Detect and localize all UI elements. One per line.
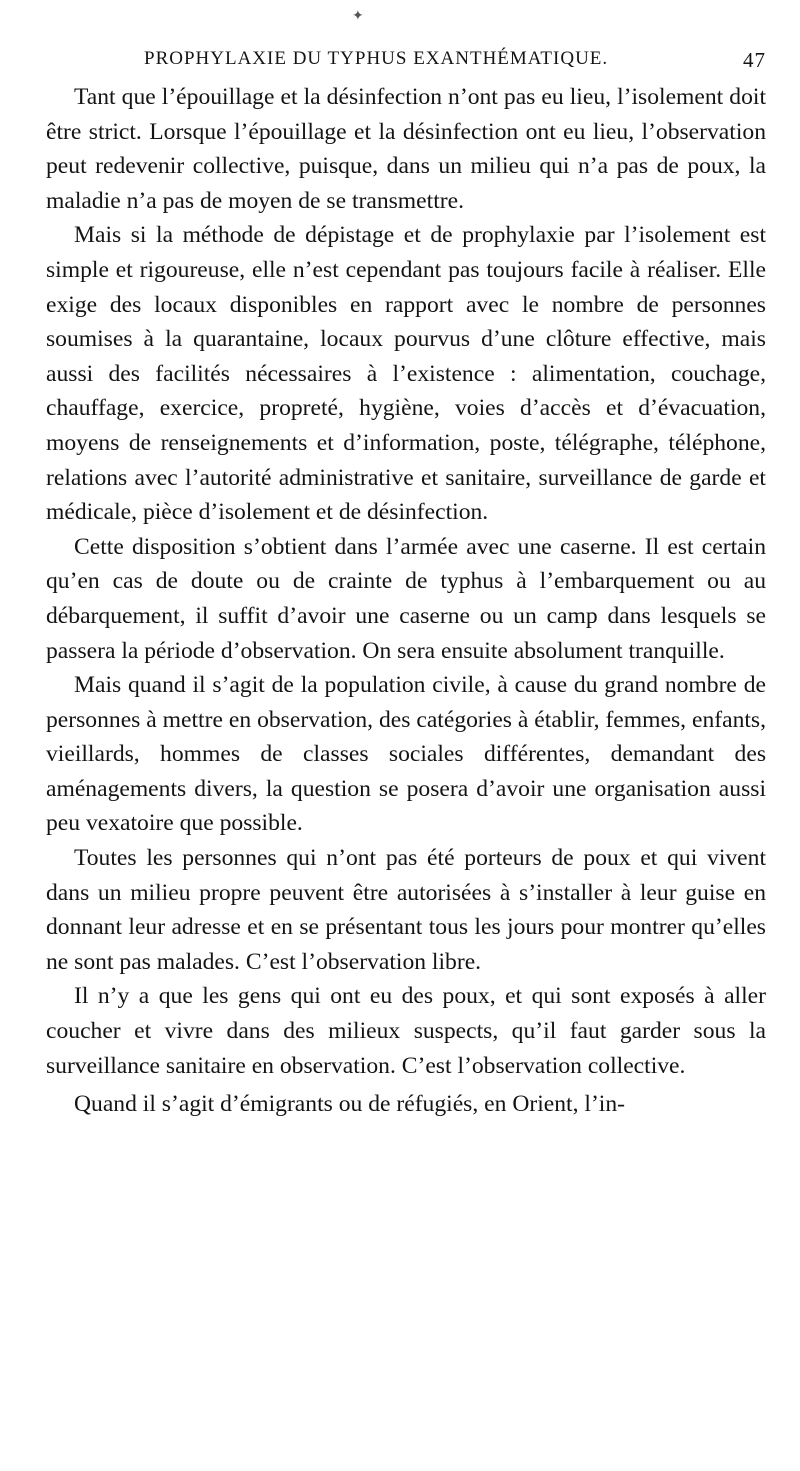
page-number: 47 [743, 48, 766, 72]
paragraph-4: Mais quand il s’agit de la population civile, à cause du grand nombre de personnes à mettre en observation, des catégories à établir, femmes, enfants, vieillards, hommes de classes sociales différentes, demandant des aménagements divers, la question se posera d’avoir une organisation aussi peu vexatoire que possible. [46, 672, 766, 837]
paragraph-1: Tant que l’épouillage et la désinfection n’ont pas eu lieu, l’isolement doit être strict. Lorsque l’épouillage et la désinfection ont eu lieu, l’observation peut redevenir collective, puisque, dans un milieu qui n’a pas de poux, la maladie n’a pas de moyen de se transmettre. [46, 84, 766, 214]
printer-mark: ✦ [352, 9, 364, 24]
running-head [46, 48, 766, 80]
body-text [46, 80, 766, 1122]
paragraph-6: Il n’y a que les gens qui ont eu des poux, et qui sont exposés à aller coucher et vivre dans des milieux suspects, qu’il faut garder sous la surveillance sanitaire en observation. C’est l’observation collective. [46, 983, 766, 1079]
running-title: PROPHYLAXIE DU TYPHUS EXANTHÉMATIQUE. [144, 48, 609, 69]
paragraph-5: Toutes les personnes qui n’ont pas été porteurs de poux et qui vivent dans un milieu propre peuvent être autorisées à s’installer à leur guise en donnant leur adresse et en se présentant tous les jours pour montrer qu’elles ne sont pas malades. C’est l’observation libre. [46, 845, 766, 975]
paragraph-7: Quand il s’agit d’émigrants ou de réfugiés, en Orient, l’in- [74, 1091, 626, 1118]
paragraph-3: Cette disposition s’obtient dans l’armée avec une caserne. Il est certain qu’en cas de doute ou de crainte de typhus à l’embarquement ou au débarquement, il suffit d’avoir une caserne ou un camp dans lesquels se passera la période d’observation. On sera ensuite absolument tranquille. [46, 533, 766, 664]
paragraph-2: Mais si la méthode de dépistage et de prophylaxie par l’isolement est simple et rigoureuse, elle n’est cependant pas toujours facile à réaliser. Elle exige des locaux disponibles en rapport avec le nombre de personnes soumises à la quarantaine, locaux pourvus d’une clôture effective, mais aussi des facilités nécessaires à l’existence : alimentation, couchage, chauffage, exercice, propreté, hygiène, voies d’accès et d’évacuation, moyens de renseignements et d’information, poste, télégraphe, téléphone, relations avec l’autorité administrative et sanitaire, surveillance de garde et médicale, pièce d’isolement et de désinfection. [46, 222, 766, 526]
book-page [46, 48, 766, 1122]
